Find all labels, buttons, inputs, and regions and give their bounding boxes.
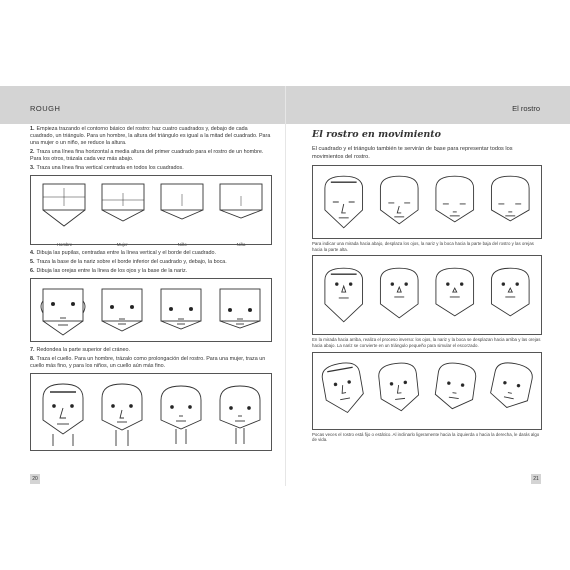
finished-heads-illustration <box>31 374 271 450</box>
features-illustration <box>31 279 271 341</box>
step-text: Empieza trazando el contorno básico del rostro: haz cuatro cuadrados y, debajo de cada cuadrado, un triángulo. Para un hombre, la altura del triángulo es igual a la mitad del cuadrado. Para una mujer o un niño, se reduce la altura. <box>30 126 271 147</box>
figure-features <box>30 278 272 342</box>
step-number: 6. <box>30 267 35 274</box>
step-2 <box>30 149 272 163</box>
step-number: 4. <box>30 250 35 257</box>
header-left-label: ROUGH <box>30 104 61 113</box>
page-number-right: 21 <box>531 474 541 484</box>
step-text: Traza el cuello. Para un hombre, trázalo como prolongación del rostro. Para una mujer, traza un cuello más fino, y para los niños, un cuello aún más fino. <box>30 355 266 369</box>
caption-hombre: Hombre <box>56 242 73 248</box>
intro-paragraph: El cuadrado y el triángulo también te servirán de base para representar todos los movimientos del rostro. <box>312 146 513 160</box>
step-5 <box>30 259 272 266</box>
page-gutter <box>285 86 286 486</box>
step-text: Traza una línea fina horizontal a media altura del primer cuadrado para el rostro de un hombre. Para los otros, trázala cada vez más abajo. <box>30 149 264 163</box>
section-title: El rostro en movimiento <box>312 129 441 140</box>
step-text: Dibuja las pupilas, centradas entre la línea vertical y el borde del cuadrado. <box>36 250 216 257</box>
step-text: Traza la base de la nariz sobre el borde inferior del cuadrado y, debajo, la boca. <box>36 258 227 265</box>
step-8 <box>30 356 272 370</box>
figure-looking-down <box>312 165 542 239</box>
step-text: Dibuja las orejas entre la línea de los ojos y la base de la nariz. <box>36 267 188 274</box>
step-7 <box>30 347 272 354</box>
step-number: 8. <box>30 355 35 362</box>
step-number: 3. <box>30 165 35 172</box>
figure-looking-up <box>312 255 542 335</box>
step-text: Traza una línea fina vertical centrada en todos los cuadrados. <box>36 165 184 172</box>
left-page <box>30 126 272 451</box>
header-right-label: El rostro <box>512 104 540 113</box>
step-1 <box>30 126 272 148</box>
step-text: Redondea la parte superior del cráneo. <box>36 346 130 353</box>
step-number: 7. <box>30 346 35 353</box>
figure-finished-heads <box>30 373 272 451</box>
tilted-illustration <box>313 353 541 429</box>
step-4 <box>30 250 272 257</box>
caption-looking-down: Para indicar una mirada hacia abajo, desplaza los ojos, la nariz y la boca hacia la parte baja del rostro y las orejas hacia la parte alta. <box>312 241 534 252</box>
page-number-left: 20 <box>30 474 40 484</box>
basic-shapes-illustration <box>31 176 271 244</box>
figure-basic-shapes <box>30 175 272 248</box>
looking-down-illustration <box>313 166 541 238</box>
caption-nina: Niña <box>236 242 246 248</box>
step-3 <box>30 165 272 172</box>
right-page <box>312 126 542 446</box>
caption-tilted: Pocas veces el rostro está fijo o estático. Al inclinarlo ligeramente hacia la izquierda o hacia la derecha, le darás algo de vida. <box>312 431 540 443</box>
step-6 <box>30 268 272 275</box>
figure-tilted <box>312 352 542 430</box>
caption-nino: Niño <box>177 242 187 248</box>
caption-looking-up: En la mirada hacia arriba, realiza el proceso inverso: los ojos, la nariz y la boca se desplazan hacia arriba y las orejas hacia abajo. La nariz se convierte en un triángulo pequeño para simular el escorzado. <box>312 337 541 348</box>
caption-mujer: Mujer <box>116 242 128 248</box>
step-number: 1. <box>30 126 35 132</box>
step-number: 5. <box>30 258 35 265</box>
looking-up-illustration <box>313 256 541 334</box>
step-number: 2. <box>30 149 35 156</box>
